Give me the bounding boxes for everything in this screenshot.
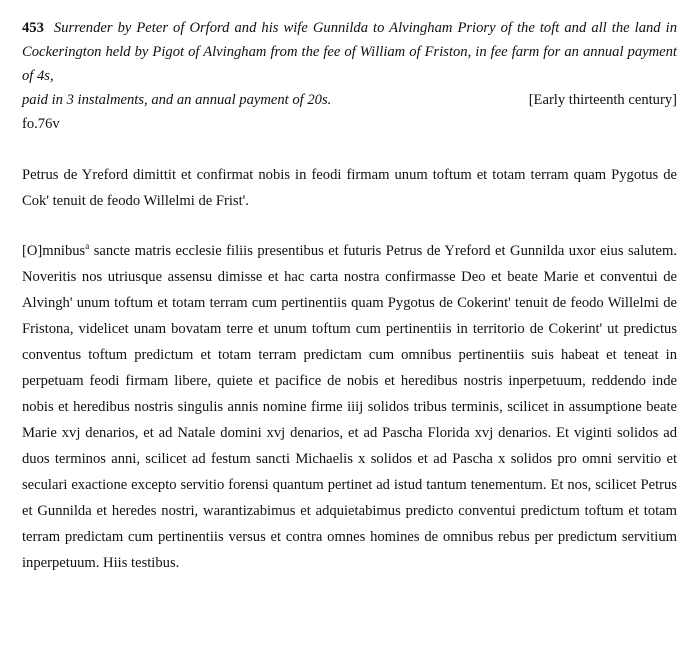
entry-summary-end-line (22, 88, 677, 112)
entry-date: [Early thirteenth century] (528, 92, 677, 108)
document-page (22, 16, 677, 576)
charter-text: sancte matris ecclesie filiis presentibus et futuris Petrus de Yreford et Gunnilda uxor eius salutem. Noveritis nos utriusque assensu dimisse et hac carta nostra confirmasse Deo et beate Marie et conventui de Alvingh' unum toftum et totam terram cum pertinentiis quam Pygotus de Cokerint' tenuit de feodo Willelmi de Fristona, videlicet unam bovatam terre et unum toftum cum pertinentiis in territorio de Cokerint' ut predictus conventus toftum predictum et totam terram predictam cum omnibus pertinentiis suis habeat et teneat in perpetuam feodi firmam libere, quiete et pacifice de nobis et heredibus nostris inperpetuum, reddendo inde nobis et heredibus nostris singulis annis nomine firme iiij solidos tribus terminis, scilicet in assumptione beate Marie xvj denarios, et ad Natale domini xvj denarios, et ad Pascha Florida xvj denarios. Et viginti solidos ad duos terminos anni, scilicet ad festum sancti Michaelis x solidos et ad Pascha x solidos pro omni servitio et seculari exactione excepto servitio forensi quantum pertinet ad istud tantum tenementum. Et nos, scilicet Petrus et Gunnilda et heredes nostri, warantizabimus et adquietabimus predicto conventui predictum toftum et totam terram predictam cum pertinentiis versus et contra omnes homines de omnibus rebus per predictum servitium inperpetuum. Hiis testibus. (22, 243, 677, 571)
folio-reference: fo.76v (22, 116, 60, 132)
entry-summary: Surrender by Peter of Orford and his wife Gunnilda to Alvingham Priory of the toft and all the land in Cockerington held by Pigot of Alvingham from the fee of William of Friston, in fee farm for an annual payment of 4s, (22, 20, 677, 84)
charter-paragraph (22, 238, 677, 576)
rubric-paragraph: Petrus de Yreford dimittit et confirmat nobis in feodi firmam unum toftum et totam terram quam Pygotus de Cok' tenuit de feodo Willelmi de Frist'. (22, 167, 677, 209)
charter-incipit: [O]mnibus (22, 243, 86, 259)
footnote-marker: a (85, 241, 90, 252)
entry-number: 453 (22, 20, 44, 36)
entry-summary-end: paid in 3 instalments, and an annual payment of 20s. (22, 92, 332, 108)
entry-heading (22, 16, 677, 88)
